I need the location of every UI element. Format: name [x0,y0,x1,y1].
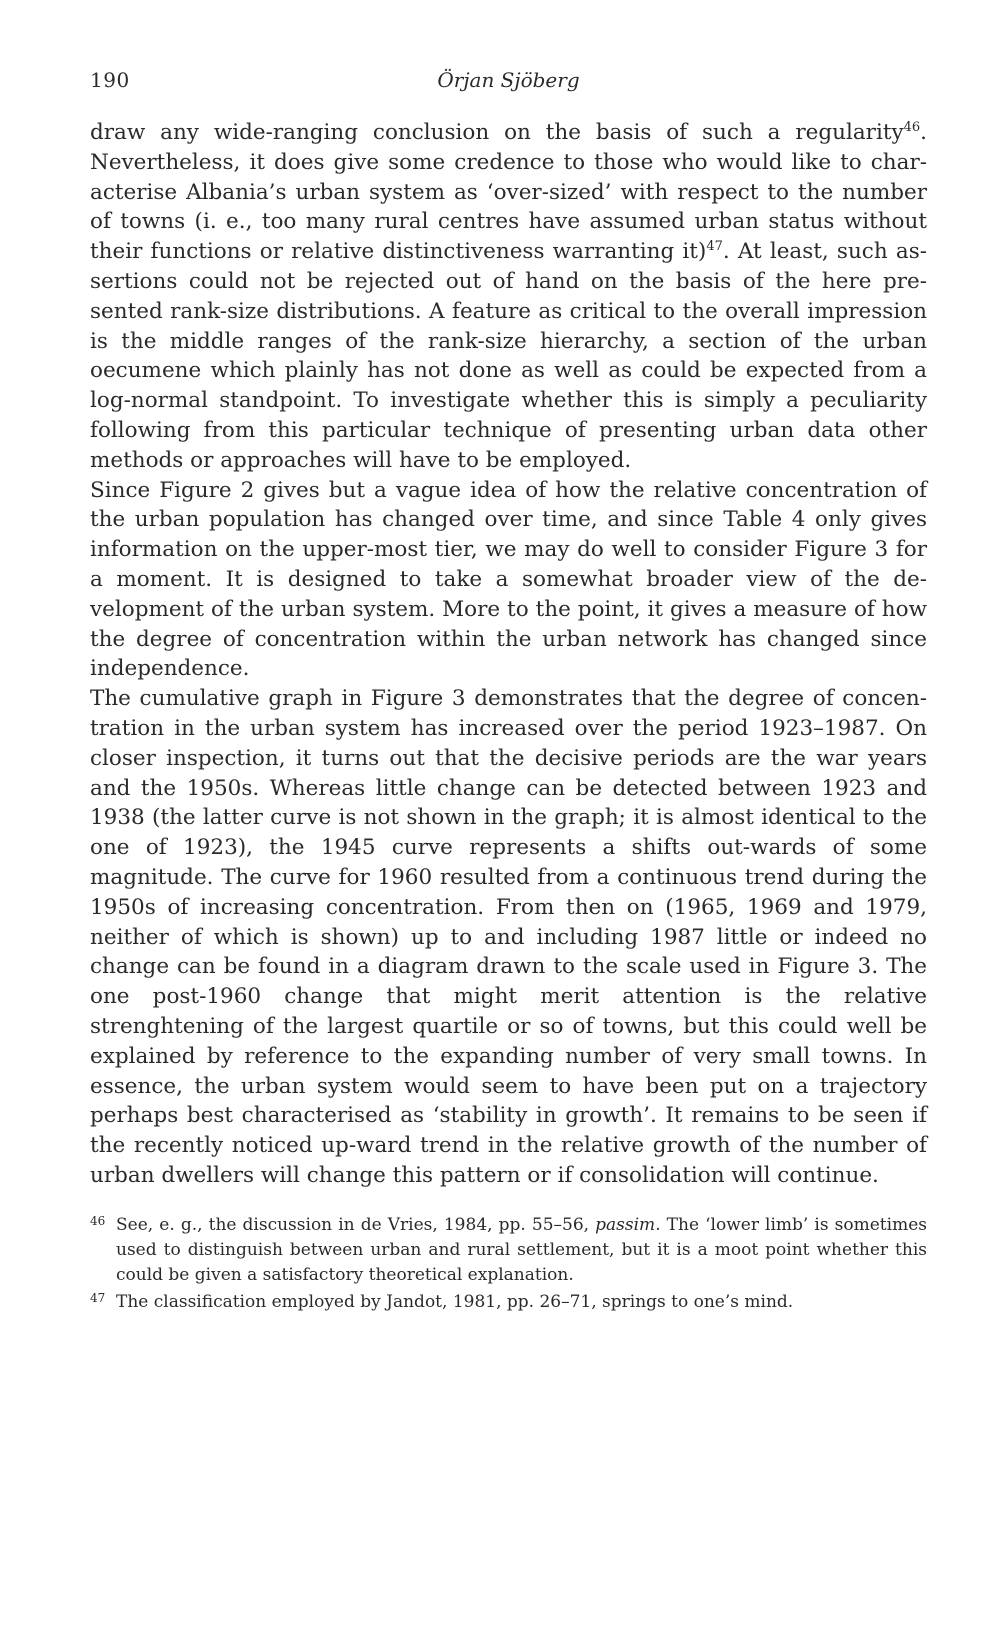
footnotes [90,1213,927,1315]
footnote-text: . The ‘lower limb’ is sometimes used to distinguish between urban and rural settlement, but it is a moot point whether this could be given a satisfactory theoretical explanation. [116,1214,927,1285]
text-span: . Nevertheless, it does give some credence to those who would like to characterise Albania’s urban system as ‘over-sized’ with respect to the number of towns (i. e., too many rural centres have assumed urban status without their functions or relative distinctiveness warranting it) [90,120,927,265]
running-head [90,68,927,102]
footnote-mark: 47 [90,1290,106,1305]
footnote-46 [90,1213,927,1288]
paragraph-3 [90,684,927,1191]
footnote-47 [90,1290,927,1315]
body-text [90,118,927,1191]
page-number: 190 [90,68,130,92]
text-span: Since Figure 2 gives but a vague idea of how the relative concentration of the urban population has changed over time, and since Table 4 only gives information on the upper-most tier, we may do well to consider Figure 3 for a moment. It is designed to take a somewhat broader view of the development of the urban system. More to the point, it gives a measure of how the degree of concentration within the urban network has changed since independence. [90,477,927,682]
paragraph-2 [90,476,927,685]
footnote-text: See, e. g., the discussion in de Vries, 1984, pp. 55–56, [116,1214,596,1235]
footnote-mark: 46 [90,1213,106,1228]
footnote-text: The classification employed by Jandot, 1981, pp. 26–71, springs to one’s mind. [116,1291,794,1312]
running-title: Örjan Sjöberg [437,68,580,92]
footnote-italic: passim [595,1214,656,1235]
text-span: The cumulative graph in Figure 3 demonstrates that the degree of concentration in the urban system has increased over the period 1923–1987. On closer inspection, it turns out that the decisive periods are the war years and the 1950s. Whereas little change can be detected between 1923 and 1938 (the latter curve is not shown in the graph; it is almost identical to the one of 1923), the 1945 curve represents a shifts out-wards of some magnitude. The curve for 1960 resulted from a continuous trend during the 1950s of increasing concentration. From then on (1965, 1969 and 1979, neither of which is shown) up to and including 1987 little or indeed no change can be found in a diagram drawn to the scale used in Figure 3. The one post-1960 change that might merit attention is the relative strenghtening of the largest quartile or so of towns, but this could well be explained by reference to the expanding number of very small towns. In essence, the urban system would seem to have been put on a trajectory perhaps best characterised as ‘stability in growth’. It remains to be seen if the recently noticed up-ward trend in the relative growth of the number of urban dwellers will change this pattern or if consolidation will continue. [90,686,927,1188]
footnote-ref-47: 47 [706,239,723,255]
page [90,68,927,1317]
text-span: . At least, such assertions could not be rejected out of hand on the basis of the here presented rank-size distributions. A feature as critical to the overall impression is the middle ranges of the rank-size hierarchy, a section of the urban oecumene which plainly has not done as well as could be expected from a log-normal standpoint. To investigate whether this is simply a peculiarity following from this particular technique of presenting urban data other methods or approaches will have to be employed. [90,239,927,473]
footnote-ref-46: 46 [903,119,921,135]
paragraph-1 [90,118,927,476]
text-span: draw any wide-ranging conclusion on the basis of such a regularity [90,120,904,145]
